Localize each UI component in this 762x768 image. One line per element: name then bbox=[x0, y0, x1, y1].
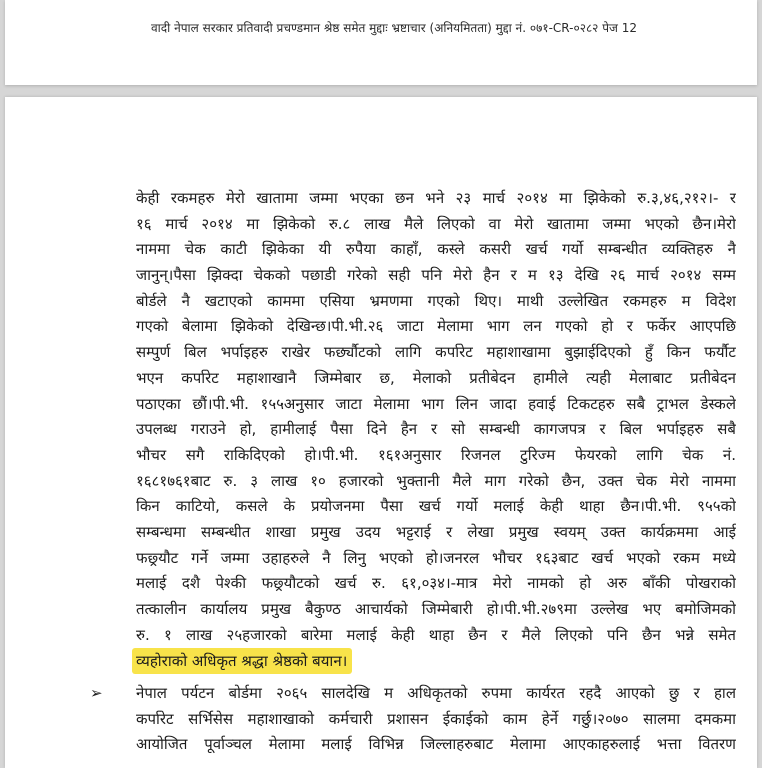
text-line: सम्बन्धमा सम्बन्धीत शाखा प्रमुख उदय भट्टराई र लेखा प्रमुख स्वयम् उक्त कार्यक्रममा आई bbox=[136, 522, 736, 541]
text-line: नाममा चेक काटी झिकेका यी रुपैया काहाँ, कस्ले कसरी खर्च गर्यो सम्बन्धीत व्यक्तिहरु नै bbox=[136, 240, 736, 259]
text-line: नेपाल पर्यटन बोर्डमा २०६५ सालदेखि म अधिकृतको रुपमा कार्यरत रहदै आएको छु र हाल bbox=[136, 684, 736, 702]
page-header: वादी नेपाल सरकार प्रतिवादी प्रचण्डमान श्रेष्ठ समेत मुद्दाः भ्रष्टाचार (अनियमितता) मुद्दा नं. ०७१-CR-०२८२ पेज 12 bbox=[151, 21, 638, 35]
text-line: मलाई दशै पेश्की फछ्र्यौटको खर्च रु. ६१,०३४।-मात्र मेरो नामको हो अरु बाँकी पोखराको bbox=[136, 574, 736, 593]
highlighted-line-row bbox=[136, 648, 736, 674]
text-line: १६ मार्च २०१४ मा झिकेको रु.८ लाख मैले लिएको वा मेरो खातामा जम्मा भएको छैन।मेरो bbox=[136, 214, 736, 233]
text-line: भएन कर्पारेट महाशाखानै जिम्मेबार छ, मेलाको प्रतीबेदन हामीले त्यही मेलाबाट प्रतीबेदन bbox=[136, 368, 736, 387]
text-line: भौचर सगै राकिदिएको हो।पी.भी. १६१अनुसार रिजनल टुरिज्म फेयरको लागि चेक नं. bbox=[136, 445, 736, 464]
text-line: सम्पुर्ण बिल भर्पाइहरु राखेर फर्छ्यौटको लागि कर्पारेट महाशाखामा बुझाईदिएको हुँ किन फर्यौट bbox=[136, 343, 736, 362]
text-line: रु. १ लाख २५हजारको बारेमा मलाई केही थाहा छैन र मैले लिएको पनि छैन भन्ने समेत bbox=[136, 625, 736, 644]
text-line: जानुन्।पैसा झिक्दा चेकको पछाडी गरेको सही पनि मेरो हैन र म १३ देखि २६ मार्च २०१४ सम्म bbox=[136, 266, 736, 285]
text-line: केही रकमहरु मेरो खातामा जम्मा भएका छन भने २३ मार्च २०१४ मा झिकेको रु.३,४६,२१२।- र bbox=[136, 189, 736, 207]
highlighted-text: व्यहोराको अधिकृत श्रद्धा श्रेष्ठको बयान। bbox=[132, 648, 352, 674]
text-line: बोर्डले नै खटाएको काममा एसिया भ्रमणमा गएको थिए। माथी उल्लेखित रकमहरु म विदेश bbox=[136, 291, 736, 310]
text-line: कर्पारेट सर्भिसेस महाशाखाको कर्मचारी प्रशासन ईकाईको काम हेर्ने गर्छु।२०७० सालमा दमकमा bbox=[136, 709, 736, 728]
arrow-bullet-icon: ➢ bbox=[90, 684, 103, 702]
text-line: किन काटियो, कसले के प्रयोजनमा पैसा खर्च गर्यो मलाई केही थाहा छैन।पी.भी. ९५५को bbox=[136, 497, 736, 516]
text-line: फछ्र्यौट गर्ने जम्मा उहाहरुले नै लिनु भएको हो।जनरल भौचर १६३बाट खर्च भएको रकम मध्ये bbox=[136, 548, 736, 567]
current-page bbox=[5, 97, 757, 768]
statement-paragraph bbox=[136, 186, 736, 674]
previous-page bbox=[5, 0, 757, 85]
text-line: आयोजित पूर्वाञ्चल मेलामा मलाई विभिन्न जिल्लाहरुबाट मेलामा आएकाहरुलाई भत्ता वितरण bbox=[136, 735, 736, 754]
bullet-paragraph bbox=[136, 681, 736, 758]
text-line: पठाएका छौं।पी.भी. १५५अनुसार जाटा मेलामा भाग लिन जादा हवाई टिकटहरु सबै ट्राभल डेस्कले bbox=[136, 394, 736, 413]
text-line: तत्कालीन कार्यालय प्रमुख बैकुण्ठ आचार्यको जिम्मेबारी हो।पी.भी.२७९मा उल्लेख भए बमोजिमको bbox=[136, 600, 736, 618]
text-line: उपलब्ध गराउने हो, हामीलाई पैसा दिने हैन र सो सम्बन्धी कागजपत्र र बिल भर्पाइहरु सबै bbox=[136, 420, 736, 439]
text-line: १६८१७६१बाट रु. ३ लाख १० हजारको भुक्तानी मैले माग गरेको छैन, उक्त चेक मेरो नाममा bbox=[136, 471, 736, 490]
text-line: गएको बेलामा झिकेको देखिन्छ।पी.भी.२६ जाटा मेलामा भाग लन गएको हो र फर्केर आएपछि bbox=[136, 317, 736, 336]
